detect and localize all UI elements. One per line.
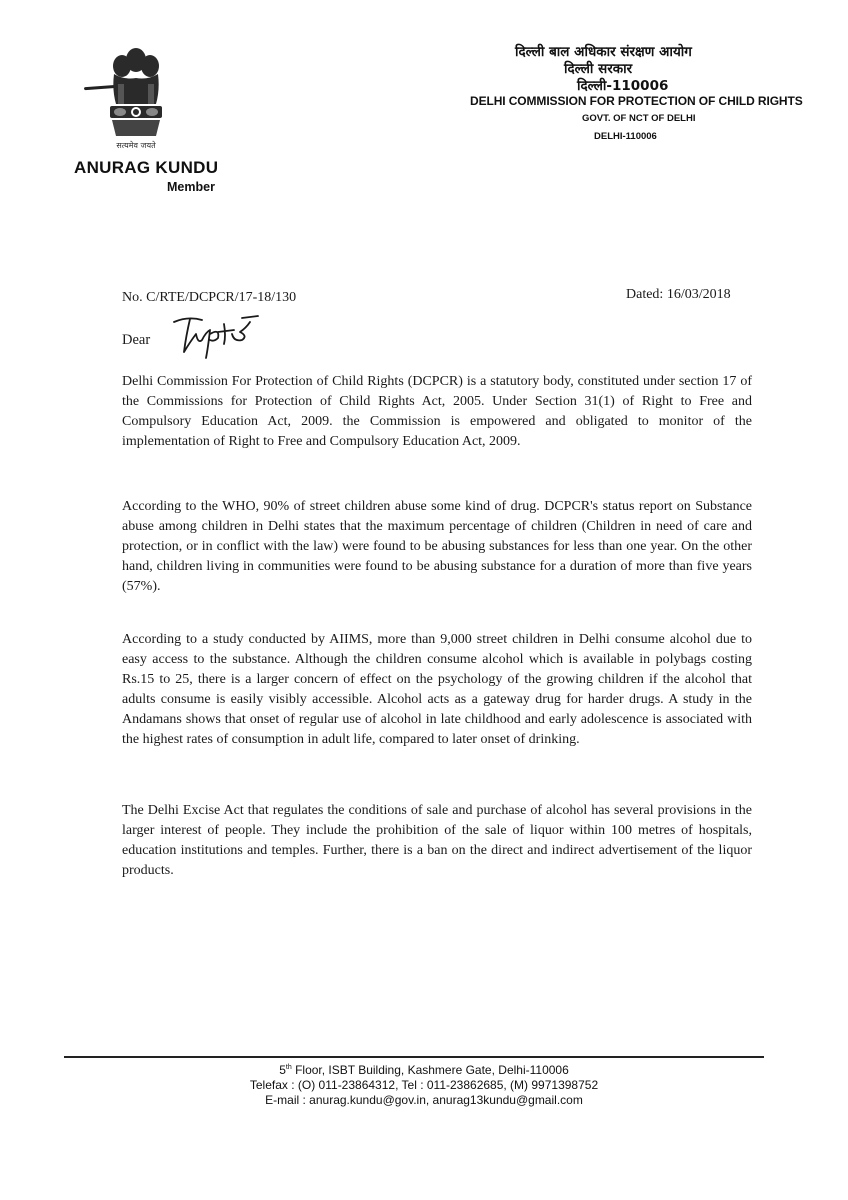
footer-address-rest: Floor, ISBT Building, Kashmere Gate, Delhi-110006 xyxy=(291,1063,569,1077)
footer-floor-number: 5 xyxy=(279,1063,286,1077)
handwritten-signature-icon xyxy=(168,312,268,362)
footer-floor-suffix: th xyxy=(285,1064,292,1071)
footer-phones: Telefax : (O) 011-23864312, Tel : 011-23862685, (M) 9971398752 xyxy=(249,1078,599,1092)
header-english-commission: DELHI COMMISSION FOR PROTECTION OF CHILD RIGHTS xyxy=(470,94,803,108)
header-english-government: GOVT. OF NCT OF DELHI xyxy=(582,113,696,124)
footer-email: E-mail : anurag.kundu@gov.in, anurag13kundu@gmail.com xyxy=(265,1093,583,1107)
header-english-address: DELHI-110006 xyxy=(594,131,657,142)
header-hindi-address: दिल्ली-110006 xyxy=(577,78,669,94)
paragraph-substance-abuse: According to the WHO, 90% of street children abuse some kind of drug. DCPCR's status report on Substance abuse among children in Delhi states that the maximum percentage of children (Children in need of care and protection, or in conflict with the law) were found to be abusing substances for less than one year. On the other hand, children living in communities were found to be abusing substance for a duration of more than five years (57%). xyxy=(122,499,752,594)
header-hindi-commission: दिल्ली बाल अधिकार संरक्षण आयोग xyxy=(515,44,692,60)
paragraph-aiims-study: According to a study conducted by AIIMS, more than 9,000 street children in Delhi consume alcohol due to easy access to the substance. Although the children consume alcohol which is available in polybags costing Rs.15 to 25, there is a larger concern of effect on the psychology of the growing children if the alcohol that adults consume is easily visibly accessible. Alcohol acts as a gateway drug for harder drugs. A study in the Andamans shows that onset of regular use of alcohol in late childhood and early adolescence is associated with the highest rates of consumption in adult life, compared to later onset of drinking. xyxy=(122,632,752,747)
national-emblem-icon xyxy=(96,40,176,152)
paragraph-dcpcr-mandate: Delhi Commission For Protection of Child Rights (DCPCR) is a statutory body, constituted under section 17 of the Commissions for Protection of Child Rights Act, 2005. Under Section 31(1) of Right to Free and Compulsory Education Act, 2009. the Commission is empowered and obligated to monitor of the implementation of Right to Free and Compulsory Education Act, 2009. xyxy=(122,374,752,449)
member-name: ANURAG KUNDU xyxy=(74,158,219,177)
footer-address xyxy=(0,1063,848,1077)
letter-date: Dated: 16/03/2018 xyxy=(626,287,731,302)
salutation: Dear xyxy=(122,332,151,348)
header-hindi-government: दिल्ली सरकार xyxy=(564,61,633,77)
paragraph-excise-act: The Delhi Excise Act that regulates the conditions of sale and purchase of alcohol has several provisions in the larger interest of people. They include the prohibition of the sale of liquor within 100 metres of hospitals, education institutions and temples. Further, there is a ban on the direct and indirect advertisement of the liquor products. xyxy=(122,803,752,878)
emblem-motto: सत्यमेव जयते xyxy=(116,141,156,150)
member-role: Member xyxy=(167,180,215,194)
footer-divider xyxy=(64,1056,764,1058)
reference-number: No. C/RTE/DCPCR/17-18/130 xyxy=(122,290,297,305)
